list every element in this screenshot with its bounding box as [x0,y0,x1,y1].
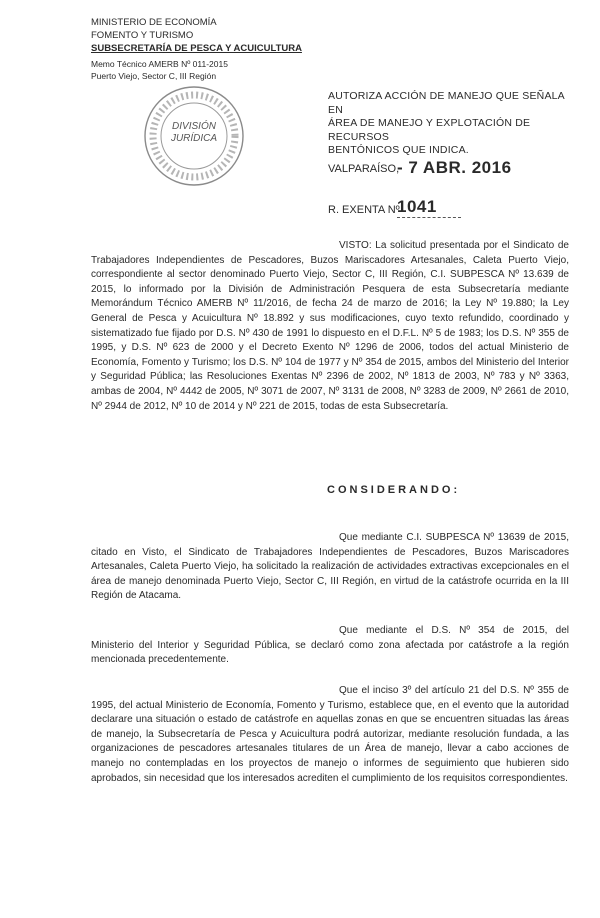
visto-text: La solicitud presentada por el Sindicato de Trabajadores Independientes de Pescadores, Buzos Mariscadores Artesanales, Caleta Puerto Viejo, correspondiente al sector denominado Puerto Viejo, Sector C, III Región, C.I. SUBPESCA Nº 13.639 de 2015, lo informado por la División de Administración Pesquera de esta Subsecretaría mediante Memorándum Técnico AMERB Nº 11/2016, de fecha 24 de marzo de 2016; la Ley Nº 19.880; la Ley General de Pesca y Acuicultura Nº 18.892 y sus modificaciones, cuyo texto refundido, coordinado y sistematizado fue fijado por D.S. Nº 430 de 1991 lo dispuesto en el D.F.L. Nº 5 de 1983; los D.S. Nº 355 de 1995, y D.S. Nº 623 de 2000 y el Decreto Exento Nº 1296 de 2006, todos del actual Ministerio de Economía, Fomento y Turismo; los D.S. Nº 104 de 1977 y Nº 354 de 2015, ambos del Ministerio del Interior y Seguridad Pública; las Resoluciones Exentas Nº 2396 de 2002, Nº 1813 de 2003, Nº 783 y Nº 3363, ambas de 2004, Nº 4442 de 2005, Nº 3071 de 2007, Nº 3131 de 2008, Nº 3283 de 2009, Nº 2661 de 2010, Nº 2944 de 2012, Nº 10 de 2014 y Nº 221 de 2015, todas de esta Subsecretaría. [91,240,569,412]
resolution-title [328,90,568,158]
resolution-number: 1041 [397,197,437,216]
seal-text-line1: DIVISIÓN [172,121,216,132]
c3-text: de 1995, del actual Ministerio de Economía, Fomento y Turismo, establece que, en el evento que la autoridad declarare una situación o estado de catástrofe en aquellas zonas en que se encuentren situadas las áreas de manejo, la Subsecretaría de Pesca y Acuicultura podrá autorizar, mediante resolución fundada, a las organizaciones de pescadores artesanales titulares de un Área de manejo, llevar a cabo acciones de manejo no contempladas en los proyectos de manejo o informes de seguimiento que hubieren sido aprobados, sin necesidad que los interesados acrediten el cumplimiento de los requisitos correspondientes. [91,685,569,784]
division-juridica-seal [142,84,246,188]
c2-lead: Que mediante el D.S. Nº 354 de 2015, del [339,625,569,636]
title-line: BENTÓNICOS QUE INDICA. [328,144,469,156]
sector-reference: Puerto Viejo, Sector C, III Región [91,71,217,81]
considerando-heading: CONSIDERANDO: [327,484,461,496]
considerando-paragraph-2 [91,624,569,668]
resolution-number-line [397,217,461,218]
seal-text-line2: JURÍDICA [170,133,218,144]
c1-text: citado en Visto, el Sindicato de Trabajadores Independientes de Pescadores, Buzos Mariscadores Artesanales, Caleta Puerto Viejo, ha solicitado la realización de actividades extractivas excepcionales en el área de manejo denominada Puerto Viejo, Sector C, III Región, en virtud de la catástrofe ocurrida en la III Región de Atacama. [91,546,569,602]
memo-reference: Memo Técnico AMERB Nº 011-2015 [91,59,228,69]
visto-label: VISTO: [339,240,372,251]
title-line: AUTORIZA ACCIÓN DE MANEJO QUE SEÑALA EN [328,90,565,116]
c1-lead: Que mediante C.I. SUBPESCA Nº 13639 de 2015, [339,532,569,543]
considerando-paragraph-1 [91,531,569,604]
ministry-name-line2: FOMENTO Y TURISMO [91,30,194,41]
visto-paragraph [91,239,569,414]
resolution-date: - 7 ABR. 2016 [397,158,512,177]
seal-center-text [142,121,246,145]
subsecretaria-name: SUBSECRETARÍA DE PESCA Y ACUICULTURA [91,43,302,54]
title-line: ÁREA DE MANEJO Y EXPLOTACIÓN DE RECURSOS [328,117,531,143]
date-city: VALPARAÍSO, [328,163,400,175]
c3-lead: Que el inciso 3º del artículo 21 del D.S. Nº 355 [339,685,555,696]
considerando-paragraph-3 [91,684,569,786]
c2-text: Ministerio del Interior y Seguridad Pública, se declaró como zona afectada por catástrofe a la región mencionada precedentemente. [91,639,569,666]
resolution-label: R. EXENTA Nº [328,204,400,216]
ministry-name: MINISTERIO DE ECONOMÍA [91,17,217,28]
